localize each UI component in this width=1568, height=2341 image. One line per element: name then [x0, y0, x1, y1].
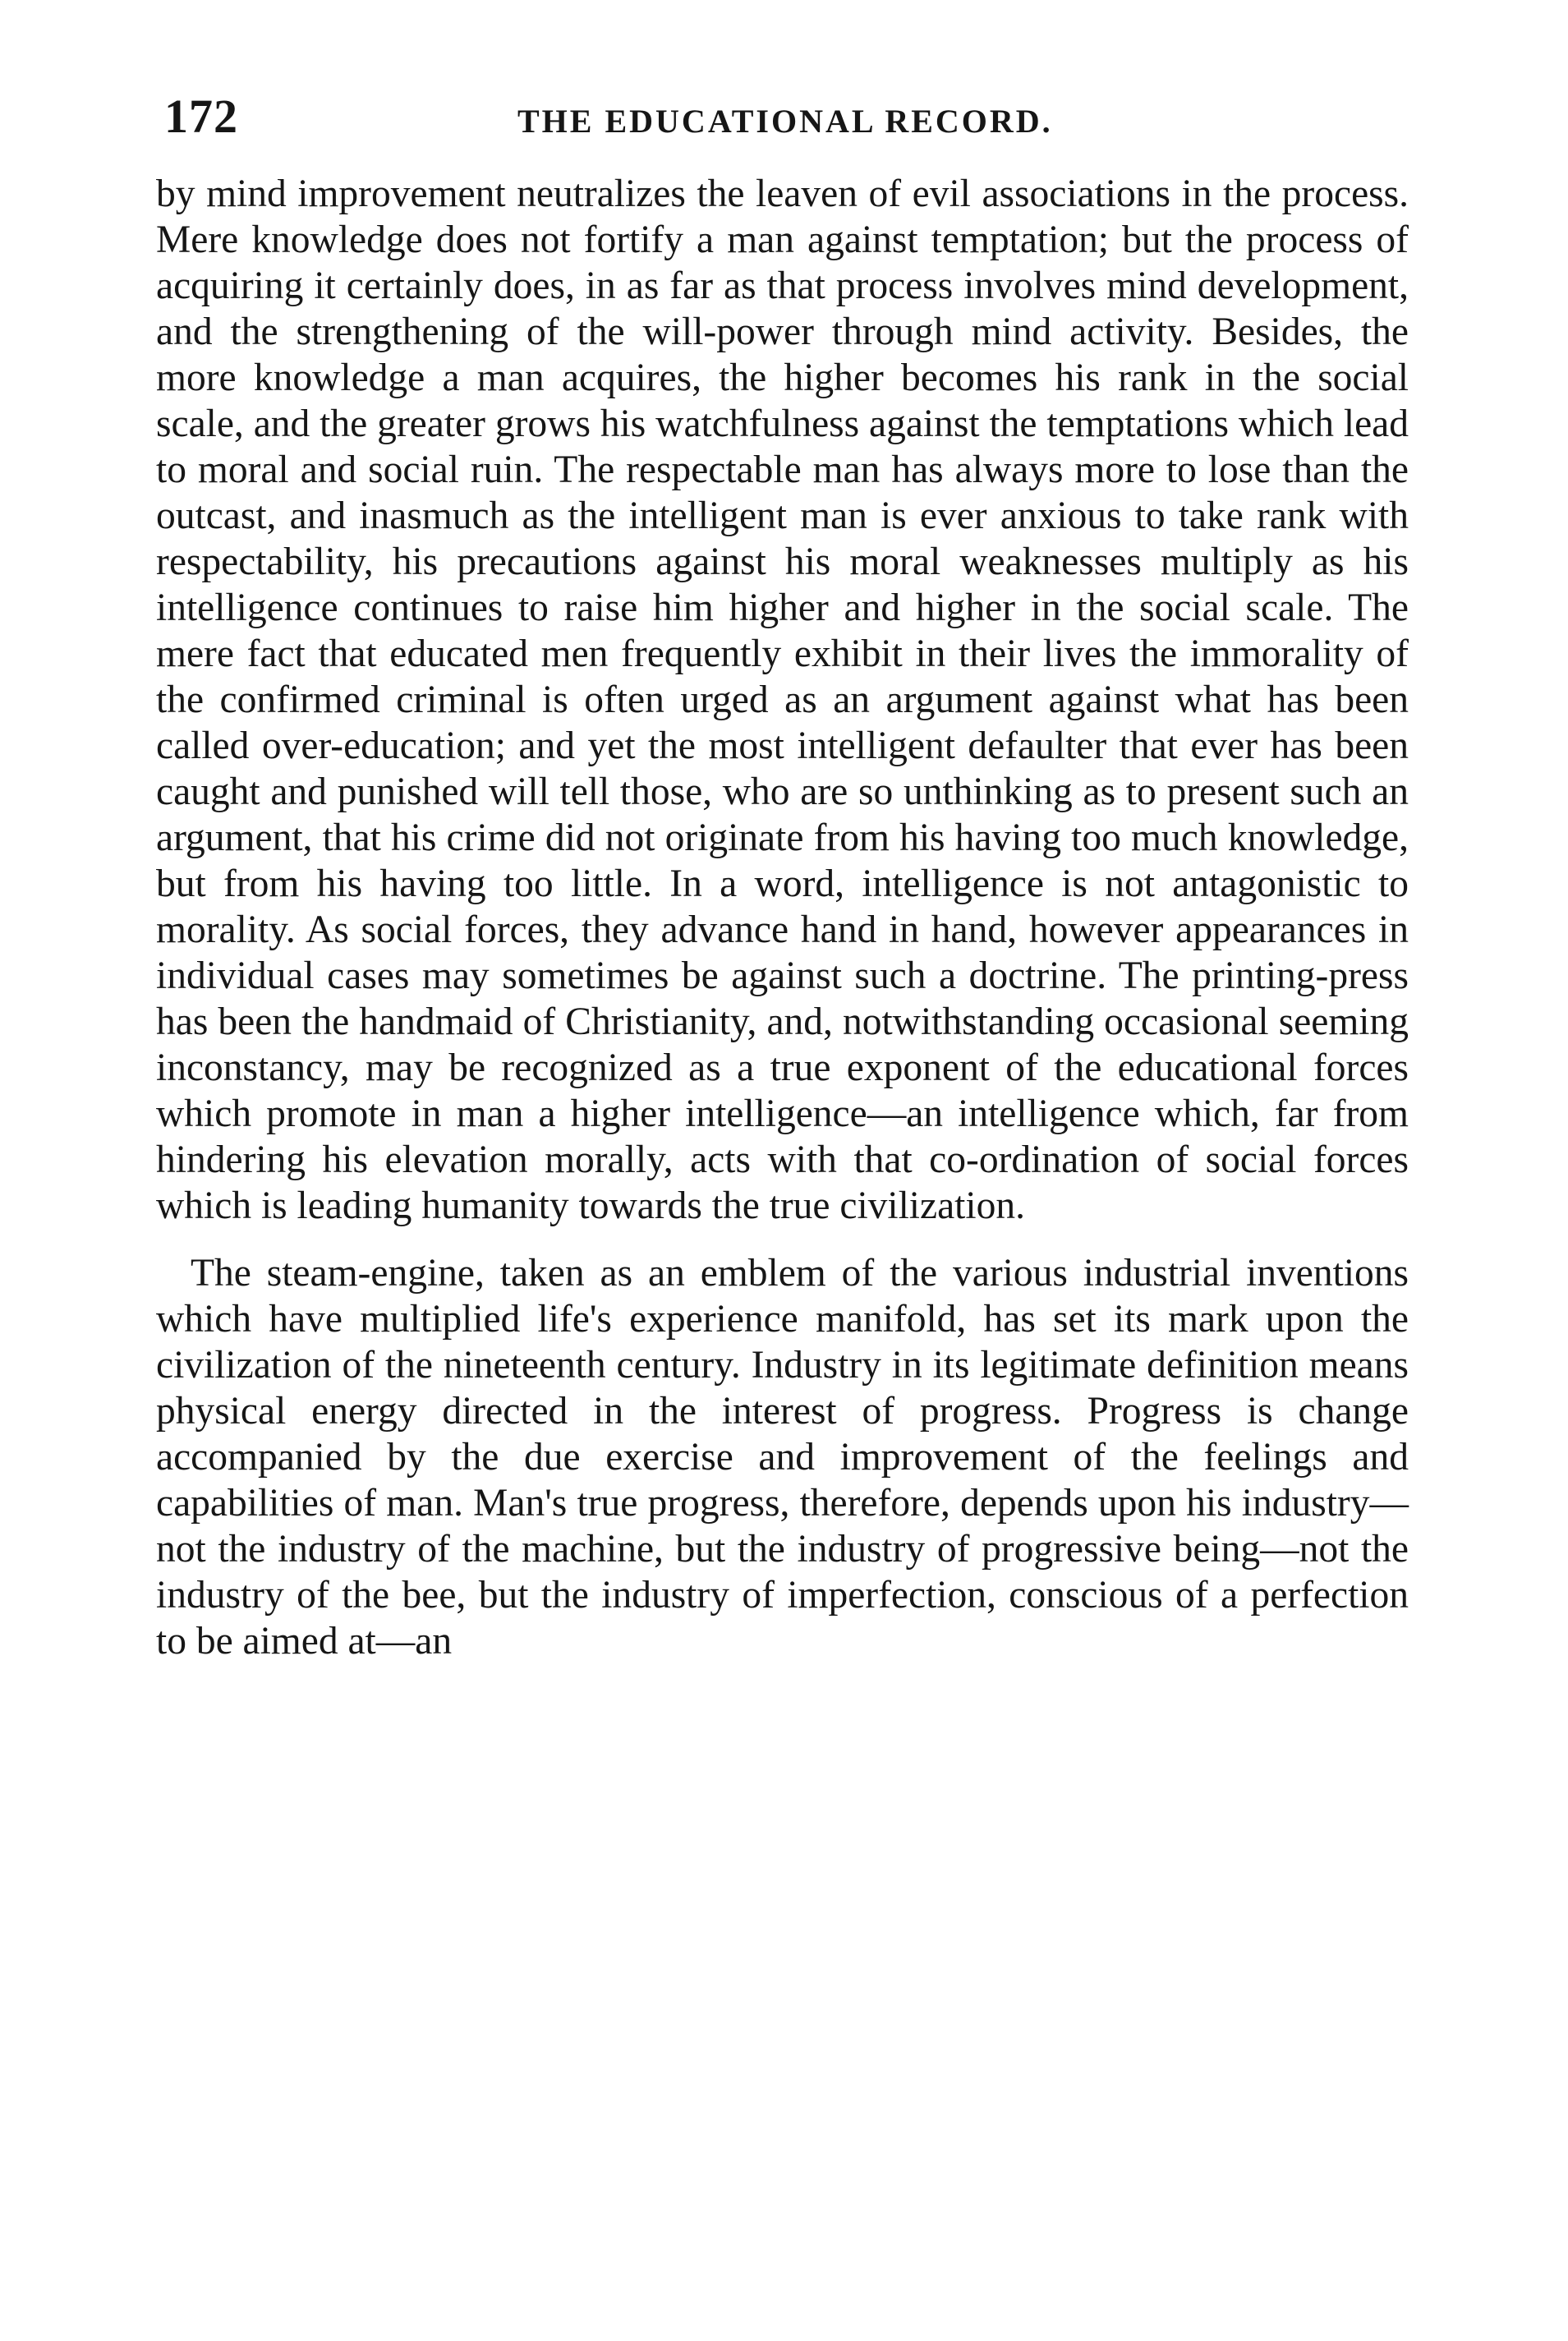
page-number: 172 — [164, 90, 238, 143]
paragraph-continuation: by mind improvement neutralizes the leaven of evil associations in the process. Mere knowledge does not fortify a man against temptation; but the process of acquiring it certainly does, in as far as that process involves mind development, and the strengthening of the will-power through mind activity. Besides, the more knowledge a man acquires, the higher becomes his rank in the social scale, and the greater grows his watchfulness against the temptations which lead to moral and social ruin. The respectable man has always more to lose than the outcast, and inasmuch as the intelligent man is ever anxious to take rank with respectability, his precautions against his moral weaknesses multiply as his intelligence continues to raise him higher and higher in the social scale. The mere fact that educated men frequently exhibit in their lives the immorality of the confirmed criminal is often urged as an argument against what has been called over-education; and yet the most intelligent defaulter that ever has been caught and punished will tell those, who are so unthinking as to present such an argument, that his crime did not originate from his having too much knowledge, but from his having too little. In a word, intelligence is not antagonistic to morality. As social forces, they advance hand in hand, however appearances in individual cases may sometimes be against such a doctrine. The printing-press has been the handmaid of Christianity, and, notwithstanding occasional seeming inconstancy, may be recognized as a true exponent of the educational forces which promote in man a higher intelligence—an intelligence which, far from hindering his elevation morally, acts with that co-ordination of social forces which is leading humanity towards the true civilization. — [156, 172, 1409, 1227]
journal-title: THE EDUCATIONAL RECORD. — [517, 103, 1053, 140]
body-text — [156, 171, 1409, 1664]
running-head — [164, 89, 1429, 154]
paragraph-steam-engine: The steam-engine, taken as an emblem of the various industrial inventions which have multiplied life's experience manifold, has set its mark upon the civilization of the nineteenth century. Industry in its legitimate definition means physical energy directed in the interest of progress. Progress is change accompanied by the due exercise and improvement of the feelings and capabilities of man. Man's true progress, therefore, depends upon his industry—not the industry of the machine, but the industry of progressive being—not the industry of the bee, but the industry of imperfection, conscious of a perfection to be aimed at—an — [156, 1252, 1409, 1663]
